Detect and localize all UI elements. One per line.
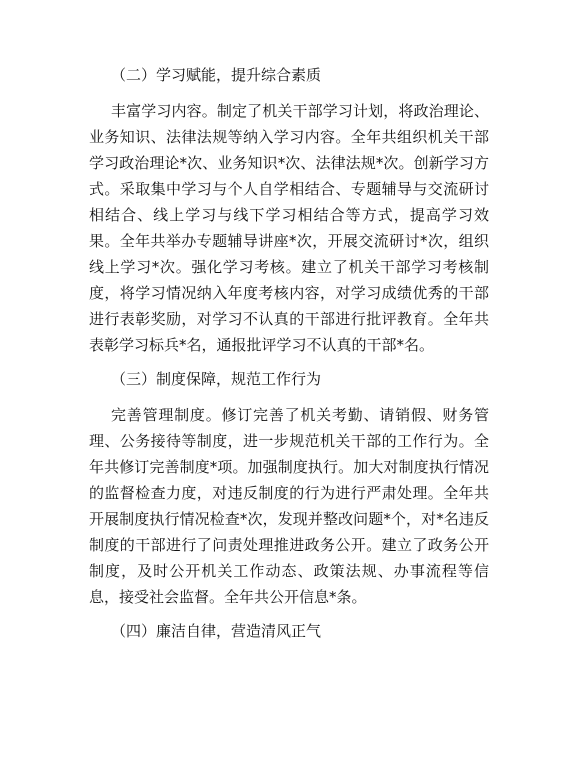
spacer <box>89 392 489 402</box>
spacer <box>89 88 489 98</box>
section-paragraph-2: 丰富学习内容。制定了机关干部学习计划，将政治理论、业务知识、法律法规等纳入学习内容。全年共组织机关干部学习政治理论*次、业务知识*次、法律法规*次。创新学习方式。采取集中学习与个人自学相结合、专题辅导与交流研讨相结合、线上学习与线下学习相结合等方式，提高学习效果。全年共举办专题辅导讲座*次，开展交流研讨*次，组织线上学习*次。强化学习考核。建立了机关干部学习考核制度，将学习情况纳入年度考核内容，对学习成绩优秀的干部进行表彰奖励，对学习不认真的干部进行批评教育。全年共表彰学习标兵*名，通报批评学习不认真的干部*名。 <box>89 102 489 354</box>
section-heading-4: （四）廉洁自律，营造清风正气 <box>111 622 322 640</box>
document-body <box>89 62 489 644</box>
section-paragraph-3: 完善管理制度。修订完善了机关考勤、请销假、财务管理、公务接待等制度，进一步规范机关干部的工作行为。全年共修订完善制度*项。加强制度执行。加大对制度执行情况的监督检查力度，对违反制度的行为进行严肃处理。全年共开展制度执行情况检查*次，发现并整改问题*个，对*名违反制度的干部进行了问责处理推进政务公开。建立了政务公开制度，及时公开机关工作动态、政策法规、办事流程等信息，接受社会监督。全年共公开信息*条。 <box>89 406 489 606</box>
spacer <box>89 610 489 618</box>
section-heading-2: （二）学习赋能，提升综合素质 <box>111 66 322 84</box>
section-heading-3: （三）制度保障，规范工作行为 <box>111 370 322 388</box>
spacer <box>89 358 489 366</box>
